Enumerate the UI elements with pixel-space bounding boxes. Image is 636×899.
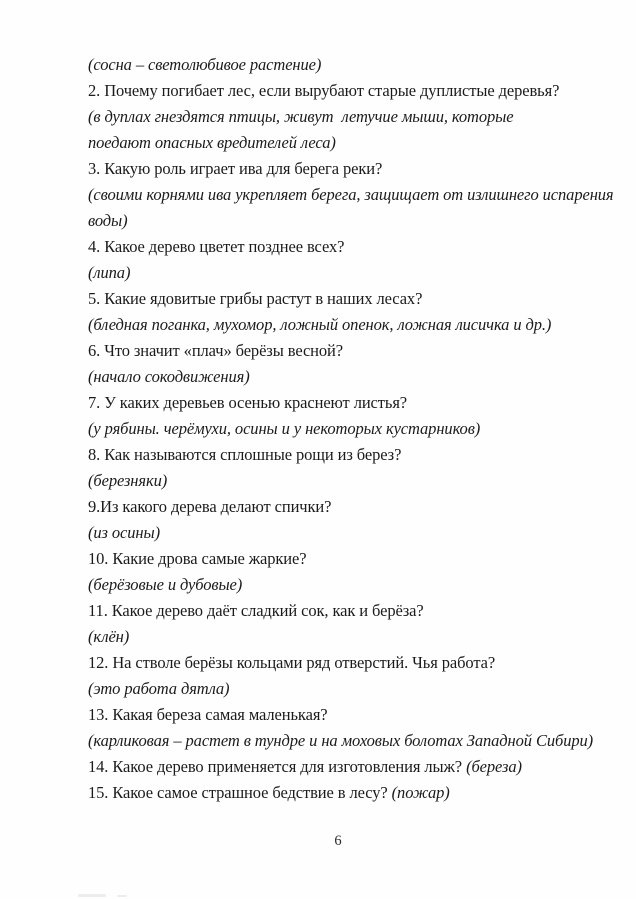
answer-text: поедают опасных вредителей леса) (88, 133, 336, 152)
document-line (88, 182, 614, 208)
document-line (88, 728, 598, 754)
answer-text: (березняки) (88, 471, 168, 490)
answer-text: (начало сокодвижения) (88, 367, 250, 386)
document-line (88, 234, 598, 260)
answer-text: (клён) (88, 627, 130, 646)
document-line (88, 78, 598, 104)
document-line (88, 676, 598, 702)
question-text: 7. У каких деревьев осенью краснеют листья? (88, 393, 408, 412)
document-line (88, 754, 598, 780)
answer-text: (это работа дятла) (88, 679, 230, 698)
document-line (88, 416, 598, 442)
document-line (88, 702, 598, 728)
document-line (88, 208, 598, 234)
question-text: 4. Какое дерево цветет позднее всех? (88, 237, 345, 256)
answer-text: (пожар) (391, 783, 450, 802)
document-line (88, 390, 598, 416)
question-text: 6. Что значит «плач» берёзы весной? (88, 341, 344, 360)
page-number: 6 (334, 833, 342, 849)
question-text: 3. Какую роль играет ива для берега реки? (88, 159, 383, 178)
document-line (88, 520, 598, 546)
answer-text: (сосна – светолюбивое растение) (88, 55, 322, 74)
document-line (88, 624, 598, 650)
question-text: 8. Как называются сплошные рощи из берез? (88, 445, 402, 464)
document-line (88, 312, 598, 338)
question-text: 14. Какое дерево применяется для изготовления лыж? (88, 757, 467, 776)
document-line (88, 130, 598, 156)
document-line (88, 364, 598, 390)
answer-text: (береза) (466, 757, 522, 776)
answer-text: (из осины) (88, 523, 160, 542)
document-line (88, 572, 598, 598)
document-line (88, 156, 598, 182)
answer-text: (у рябины. черёмухи, осины и у некоторых кустарников) (88, 419, 481, 438)
answer-text: (бледная поганка, мухомор, ложный опенок, ложная лисичка и др.) (88, 315, 552, 334)
document-line (88, 546, 598, 572)
scan-artifact (117, 895, 127, 897)
question-text: 12. На стволе берёзы кольцами ряд отверстий. Чья работа? (88, 653, 496, 672)
question-text: 15. Какое самое страшное бедствие в лесу? (88, 783, 392, 802)
document-line (88, 52, 598, 78)
answer-text: (своими корнями ива укрепляет берега, защищает от излишнего испарения (88, 185, 614, 204)
answer-text: (липа) (88, 263, 131, 282)
document-line (88, 286, 598, 312)
document-line (88, 338, 598, 364)
answer-text: воды) (88, 211, 128, 230)
question-text: 13. Какая береза самая маленькая? (88, 705, 328, 724)
question-text: 11. Какое дерево даёт сладкий сок, как и берёза? (88, 601, 424, 620)
document-line (88, 494, 598, 520)
document-line (88, 468, 598, 494)
document-line (88, 650, 598, 676)
question-text: 10. Какие дрова самые жаркие? (88, 549, 307, 568)
question-text: 2. Почему погибает лес, если вырубают старые дуплистые деревья? (88, 81, 560, 100)
question-text: 9.Из какого дерева делают спички? (88, 497, 332, 516)
scan-artifact (78, 894, 106, 897)
document-line (88, 442, 598, 468)
document-line (88, 260, 598, 286)
answer-text: (в дуплах гнездятся птицы, живут летучие мыши, которые (88, 107, 514, 126)
answer-text: (берёзовые и дубовые) (88, 575, 243, 594)
document-line (88, 780, 598, 806)
answer-text: (карликовая – растет в тундре и на моховых болотах Западной Сибири) (88, 731, 594, 750)
document-text-block (88, 52, 614, 806)
question-text: 5. Какие ядовитые грибы растут в наших лесах? (88, 289, 423, 308)
document-line (88, 104, 598, 130)
document-line (88, 598, 598, 624)
